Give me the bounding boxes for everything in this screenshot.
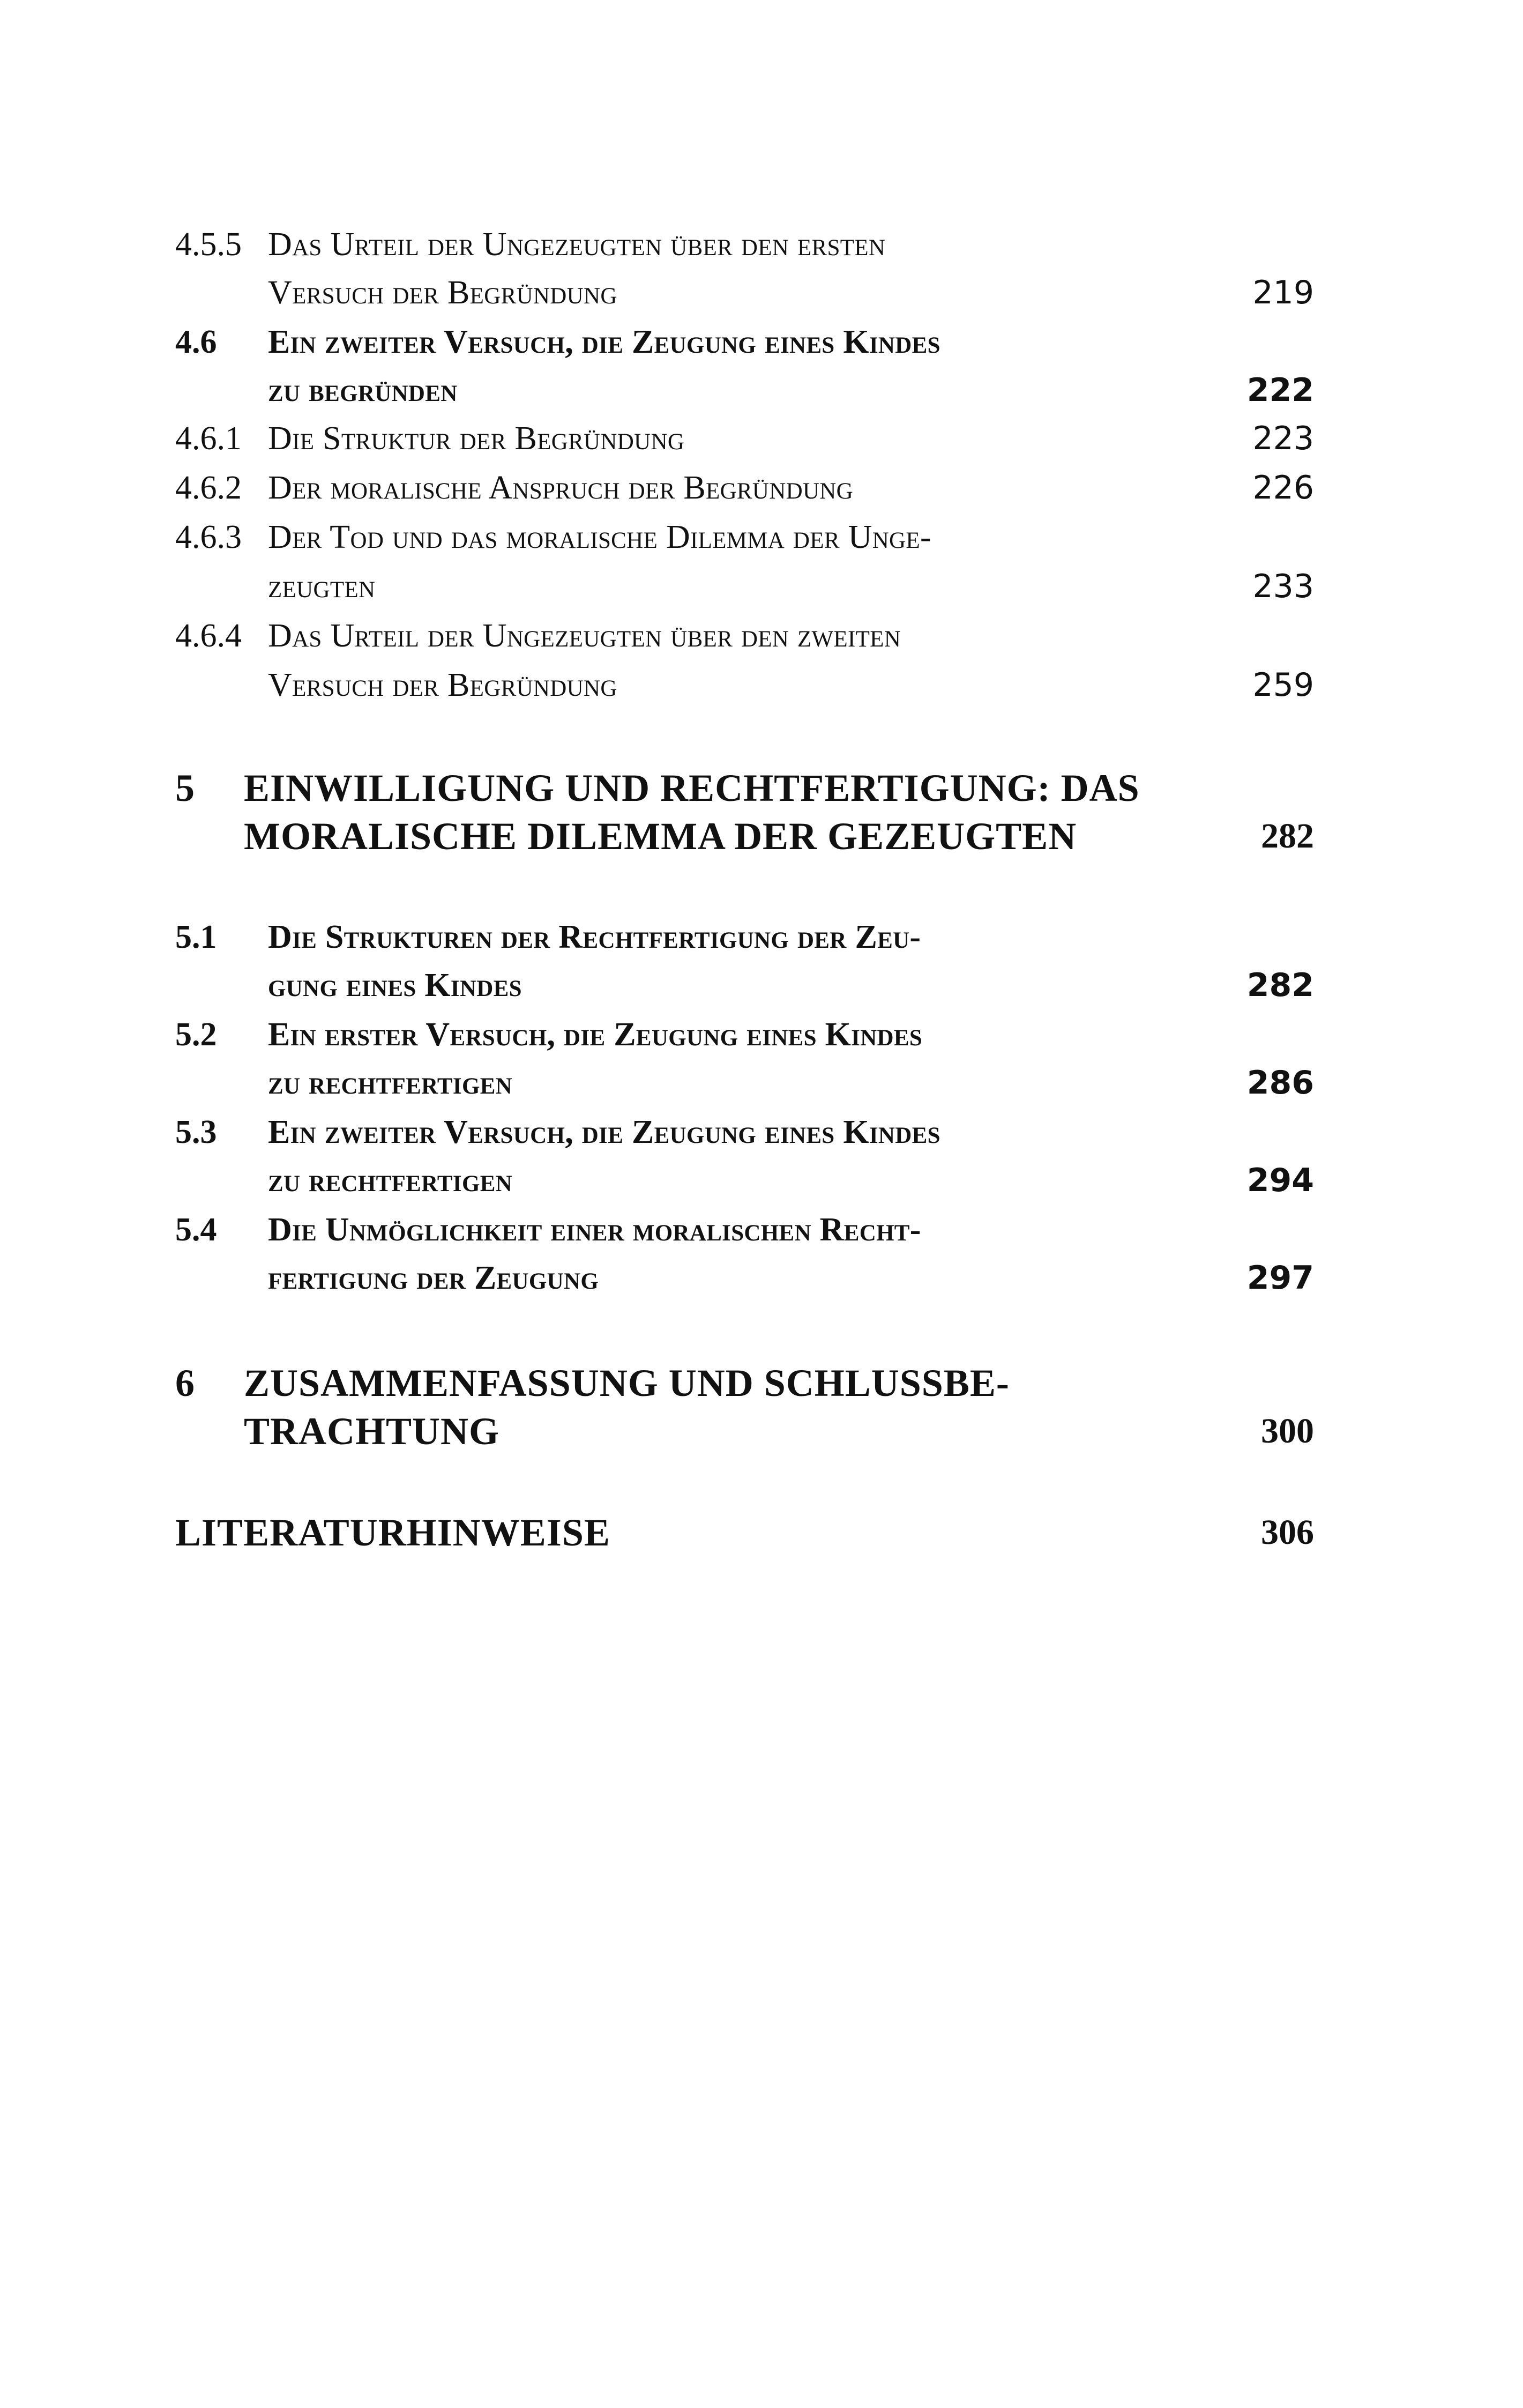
toc-chapter-6: [0, 1356, 1523, 1410]
toc-entry-4-6-4-cont: [0, 661, 1523, 709]
page-number: 222: [1246, 371, 1314, 409]
section-number: 5.1: [175, 919, 217, 955]
page-number: 259: [1252, 666, 1314, 704]
section-title: Der Tod und das moralische Dilemma der Unge-: [268, 519, 931, 555]
toc-entry-4-6-1: [0, 414, 1523, 463]
section-title: Die Struktur der Begründung: [268, 420, 685, 457]
section-number: 4.6.2: [175, 470, 242, 506]
toc-entry-4-6-3-cont: [0, 562, 1523, 611]
page-number: 233: [1252, 568, 1314, 605]
page-number: 282: [1246, 967, 1314, 1004]
toc-entry-5-2-cont: [0, 1059, 1523, 1107]
toc-entry-5-1-cont: [0, 961, 1523, 1009]
toc-entry-4-6-2: [0, 464, 1523, 512]
toc-chapter-5-cont: [0, 809, 1523, 863]
page-number: 223: [1252, 420, 1314, 457]
section-title: Ein zweiter Versuch, die Zeugung eines Kindes: [268, 324, 940, 360]
toc-chapter-5: [0, 761, 1523, 815]
section-number: 5.3: [175, 1114, 217, 1150]
toc-entry-4-5-5-cont: [0, 269, 1523, 317]
toc-entry-5-3: [0, 1108, 1523, 1156]
section-title-cont: Versuch der Begründung: [268, 667, 617, 703]
page-number: 286: [1246, 1064, 1314, 1102]
section-number: 5.4: [175, 1212, 217, 1248]
chapter-number: 6: [175, 1362, 195, 1404]
section-title-cont: zeugten: [268, 568, 376, 605]
toc-chapter-6-cont: [0, 1404, 1523, 1458]
page-number: 294: [1246, 1162, 1314, 1199]
toc-entry-5-3-cont: [0, 1156, 1523, 1205]
toc-entry-5-4: [0, 1206, 1523, 1254]
chapter-title: EINWILLIGUNG UND RECHTFERTIGUNG: DAS: [244, 767, 1140, 809]
section-title: Ein erster Versuch, die Zeugung eines Kindes: [268, 1016, 923, 1053]
section-number: 4.6.3: [175, 519, 242, 555]
page-number: 297: [1246, 1259, 1314, 1297]
section-title: Die Strukturen der Rechtfertigung der Zeu-: [268, 919, 921, 955]
toc-entry-4-6-4: [0, 612, 1523, 660]
section-title: Ein zweiter Versuch, die Zeugung eines Kindes: [268, 1114, 940, 1150]
section-title-cont: gung eines Kindes: [268, 967, 522, 1004]
page-number: 300: [1261, 1411, 1314, 1451]
section-title: Das Urteil der Ungezeugten über den ersten: [268, 226, 886, 263]
section-title-cont: fertigung der Zeugung: [268, 1260, 599, 1296]
page-number: 306: [1261, 1513, 1314, 1552]
chapter-number: 5: [175, 767, 195, 809]
section-title-cont: Versuch der Begründung: [268, 274, 617, 311]
toc-entry-4-6-cont: [0, 366, 1523, 414]
section-title-cont: zu rechtfertigen: [268, 1162, 513, 1199]
section-title: Das Urteil der Ungezeugten über den zweiten: [268, 618, 901, 654]
section-number: 4.6: [175, 324, 217, 360]
section-title: Die Unmöglichkeit einer moralischen Recht-: [268, 1212, 921, 1248]
chapter-title-cont: TRACHTUNG: [244, 1410, 500, 1453]
section-title-cont: zu begründen: [268, 372, 458, 408]
chapter-title-cont: MORALISCHE DILEMMA DER GEZEUGTEN: [244, 815, 1077, 858]
page-number: 226: [1252, 469, 1314, 507]
toc-entry-5-4-cont: [0, 1254, 1523, 1302]
section-number: 5.2: [175, 1016, 217, 1053]
toc-entry-4-6: [0, 318, 1523, 366]
section-number: 4.5.5: [175, 226, 242, 263]
toc-bibliography: [0, 1506, 1523, 1559]
toc-entry-4-6-3: [0, 513, 1523, 561]
section-number: 4.6.4: [175, 618, 242, 654]
toc-entry-5-2: [0, 1010, 1523, 1059]
toc-entry-4-5-5: [0, 220, 1523, 269]
bibliography-title: LITERATURHINWEISE: [175, 1511, 610, 1554]
section-title-cont: zu rechtfertigen: [268, 1065, 513, 1101]
section-number: 4.6.1: [175, 420, 242, 457]
section-title: Der moralische Anspruch der Begründung: [268, 470, 854, 506]
page-number: 219: [1252, 274, 1314, 311]
chapter-title: ZUSAMMENFASSUNG UND SCHLUSSBE-: [244, 1362, 1010, 1404]
toc-entry-5-1: [0, 913, 1523, 961]
page-number: 282: [1261, 816, 1314, 856]
